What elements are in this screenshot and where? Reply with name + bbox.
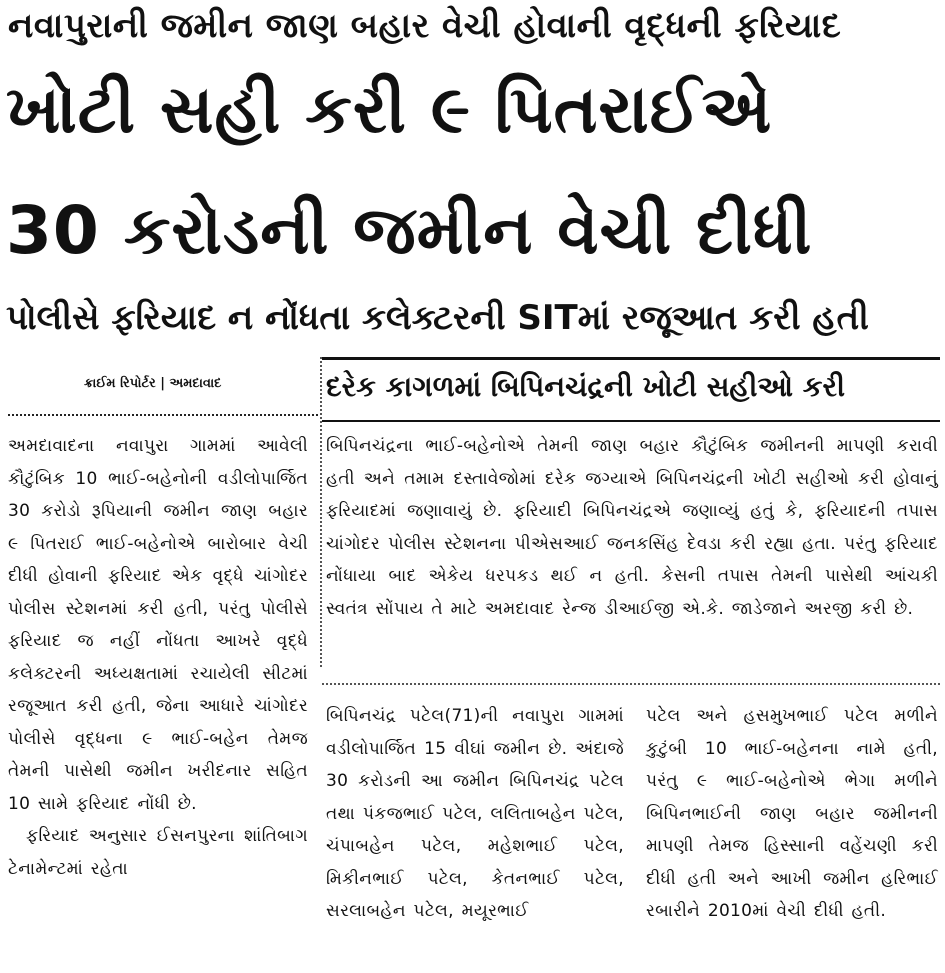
article-column-right (646, 700, 938, 928)
middle-paragraph: બિપિનચંદ્ર પટેલ(71)ની નવાપુરા ગામમાં વડીલોપાર્જિત 15 વીઘાં જમીન છે. અંદાજે 30 કરોડની આ જમીન બિપિનચંદ્ર પટેલ તથા પંકજભાઈ પટેલ, લલિતાબહેન પટેલ, ચંપાબહેન પટેલ, મહેશભાઈ પટેલ, મિકીનભાઈ પટેલ, કેતનભાઈ પટેલ, સરલાબહેન પટેલ, મયૂરભાઈ (326, 706, 624, 921)
subhead-top-rule (322, 357, 940, 360)
left-paragraph-1: અમદાવાદના નવાપુરા ગામમાં આવેલી કૌટુંબિક 10 ભાઈ-બહેનોની વડીલોપાર્જિત 30 કરોડો રૂપિયાની જમીન જાણ બહાર ૯ પિતરાઈ ભાઈ-બહેનોએ બારોબાર વેચી દીધી હોવાની ફરિયાદ એક વૃદ્ધે ચાંગોદર પોલીસ સ્ટેશનમાં કરી હતી, પરંતુ પોલીસે ફરિયાદ જ નહીં નોંધતા આખરે વૃદ્ધે કલેક્ટરની અધ્યક્ષતામાં રચાયેલી સીટમાં રજૂઆત કરી હતી, જેના આધારે ચાંગોદર પોલીસે વૃદ્ધના ૯ ભાઈ-બહેન તેમજ તેમની પાસેથી જમીન ખરીદનાર સહિત 10 સામે ફરિયાદ નોંધી છે. (8, 436, 308, 814)
box-subheadline: દરેક કાગળમાં બિપિનચંદ્રની ખોટી સહીઓ કરી (326, 370, 845, 403)
kicker-headline: નવાપુરાની જમીન જાણ બહાર વેચી હોવાની વૃદ્ધની ફરિયાદ (8, 6, 842, 46)
subhead-bottom-rule (322, 420, 940, 422)
box-bottom-divider (322, 683, 940, 685)
box-paragraph: બિપિનચંદ્રના ભાઈ-બહેનોએ તેમની જાણ બહાર કૌટુંબિક જમીનની માપણી કરાવી હતી અને તમામ દસ્તાવેજોમાં દરેક જગ્યાએ બિપિનચંદ્રની ખોટી સહીઓ કરી હોવાનું ફરિયાદમાં જણાવાયું છે. ફરિયાદી બિપિનચંદ્રએ જણાવ્યું હતું કે, ફરિયાદની તપાસ ચાંગોદર પોલીસ સ્ટેશનના પીએસઆઈ જનકસિંહ દેવડા કરી રહ્યા હતા. પરંતુ ફરિયાદ નોંધાયા બાદ એકેય ધરપકડ થઈ ન હતી. કેસની તપાસ તેમની પાસેથી આંચકી સ્વતંત્ર સોંપાય તે માટે અમદાવાદ રેન્જ ડીઆઈજી એ.કે. જાડેજાને અરજી કરી છે. (326, 436, 938, 619)
left-paragraph-2: ફરિયાદ અનુસાર ઈસનપુરના શાંતિબાગ ટેનામેન્ટમાં રહેતા (8, 826, 308, 879)
column-divider (320, 357, 322, 667)
right-paragraph: પટેલ અને હસમુખભાઈ પટેલ મળીને કુટુંબી 10 ભાઈ-બહેનના નામે હતી, પરંતુ ૯ ભાઈ-બહેનોએ ભેગા મળીને બિપિનભાઈની જાણ બહાર જમીનની માપણી તેમજ હિસ્સાની વહેંચણી કરી દીધી હતી અને આખી જમીન હરિભાઈ રબારીને 2010માં વેચી દીધી હતી. (646, 706, 938, 921)
byline: ક્રાઈમ રિપોર્ટર | અમદાવાદ (84, 376, 222, 391)
main-headline-line-2: 30 કરોડની જમીન વેચી દીધી (6, 192, 813, 269)
article-column-left (8, 430, 308, 885)
article-column-middle (326, 700, 624, 928)
main-headline-line-1: ખોટી સહી કરી ૯ પિતરાઈએ (6, 71, 773, 148)
deck-headline: પોલીસે ફરિયાદ ન નોંધતા કલેક્ટરની SITમાં રજૂઆત કરી હતી (6, 298, 869, 338)
boxed-article-text (326, 430, 938, 625)
byline-divider (8, 414, 318, 416)
